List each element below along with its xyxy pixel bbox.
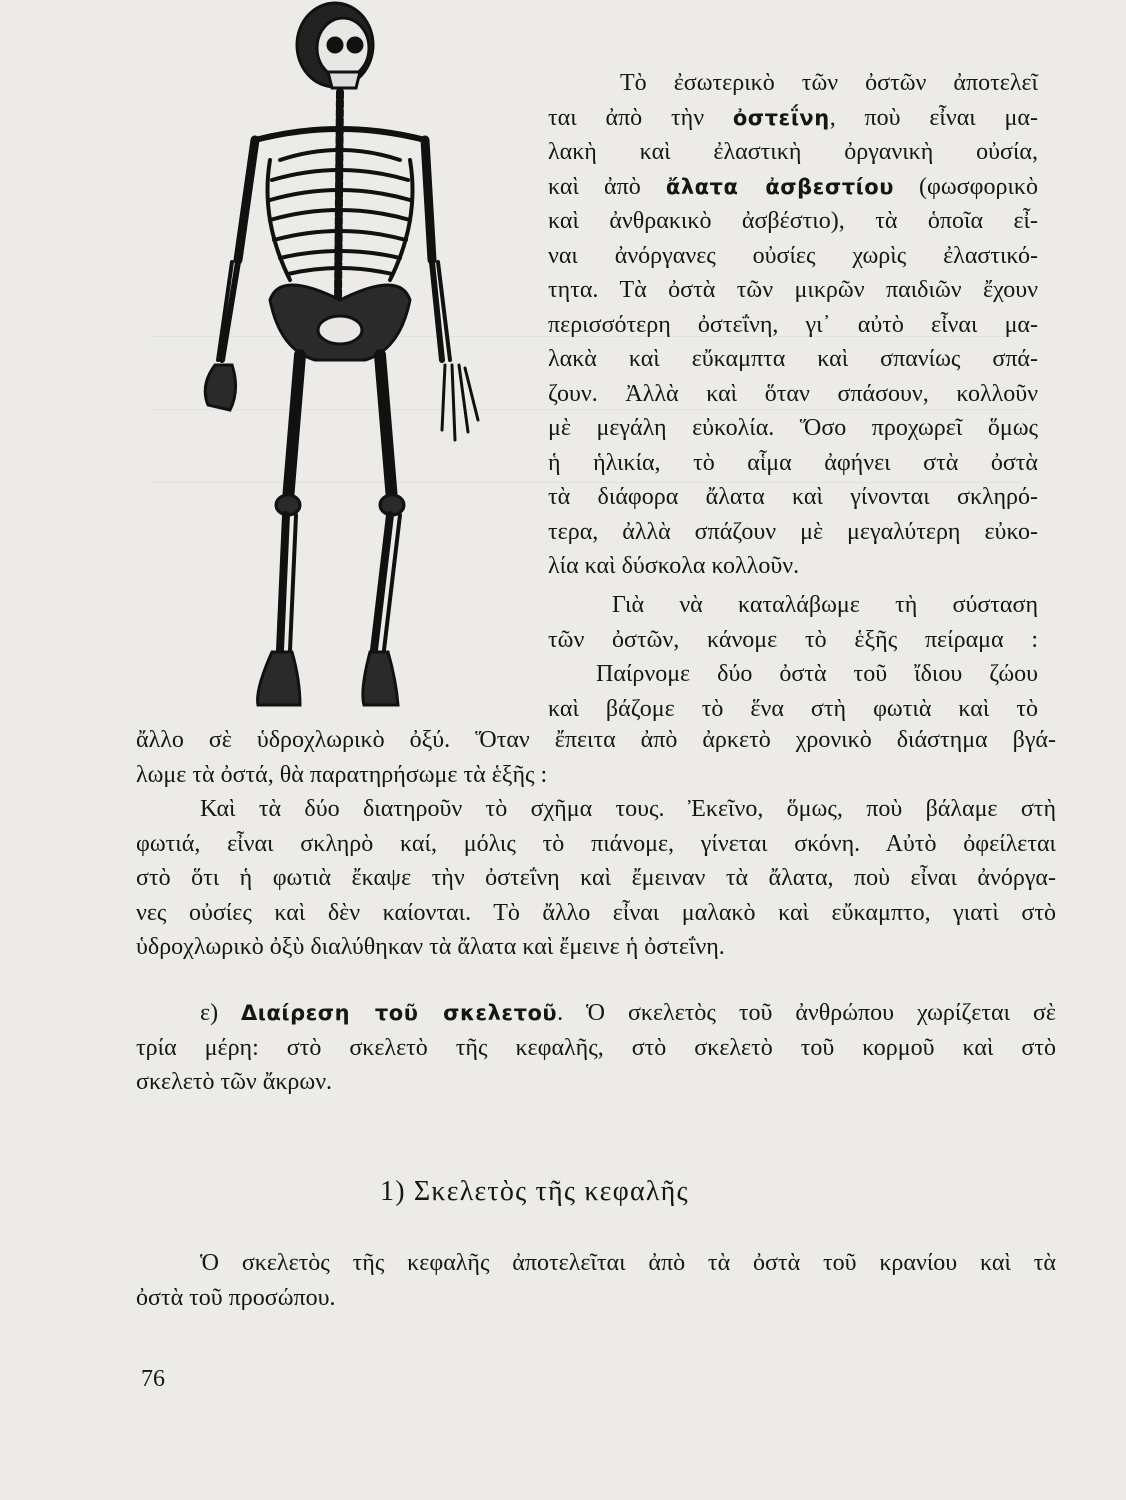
- text-line: Τὸ ἐσωτερικὸ τῶν ὀστῶν ἀποτελεῖ: [620, 70, 1038, 96]
- text-line: λία καὶ δύσκολα κολλοῦν.: [548, 553, 800, 579]
- text-line: τὰ διάφορα ἄλατα καὶ γίνονται σκληρό-: [548, 484, 1038, 510]
- text-line: τρία μέρη: στὸ σκελετὸ τῆς κεφαλῆς, στὸ σκελετὸ τοῦ κορμοῦ καὶ στὸ: [136, 1034, 1056, 1061]
- skeleton-icon: [205, 3, 478, 705]
- text-line: περισσότερη ὀστεΐνη, γι᾽ αὐτὸ εἶναι μα-: [548, 311, 1038, 338]
- skeleton-figure: [160, 0, 500, 720]
- right-column-text: [548, 66, 1038, 584]
- division-title: Διαίρεση τοῦ σκελετοῦ: [241, 1001, 558, 1025]
- text-line: Ὁ σκελετὸς τῆς κεφαλῆς ἀποτελεῖται ἀπὸ τὰ ὀστὰ τοῦ κρανίου καὶ τὰ: [200, 1250, 1056, 1276]
- text-line: τῶν ὀστῶν, κάνομε τὸ ἑξῆς πείραμα :: [548, 626, 1038, 653]
- division-paragraph: [136, 996, 1056, 1100]
- text-line: Γιὰ νὰ καταλάβωμε τὴ σύσταση: [612, 592, 1038, 618]
- text-line: ναι ἀνόργανες οὐσίες χωρὶς ἐλαστικό-: [548, 242, 1038, 269]
- text-line: λακὰ καὶ εὔκαμπτα καὶ σπανίως σπά-: [548, 346, 1038, 372]
- section-heading: 1) Σκελετὸς τῆς κεφαλῆς: [380, 1176, 689, 1207]
- text-line: λωμε τὰ ὀστά, θὰ παρατηρήσωμε τὰ ἑξῆς :: [136, 761, 548, 788]
- text-line: ὀστὰ τοῦ προσώπου.: [136, 1284, 336, 1311]
- bold-term: ἄλατα ἀσβεστίου: [665, 174, 894, 199]
- text-line: ται ἀπὸ τὴν ὀστεΐνη, ποὺ εἶναι μα-: [548, 104, 1038, 131]
- text-line: τερα, ἀλλὰ σπάζουν μὲ μεγαλύτερη εὐκο-: [548, 518, 1038, 545]
- text-line: λακὴ καὶ ἐλαστικὴ ὀργανικὴ οὐσία,: [548, 139, 1038, 165]
- text-line: σκελετὸ τῶν ἄκρων.: [136, 1069, 333, 1095]
- text-line: καὶ ἀπὸ ἄλατα ἀσβεστίου (φωσφορικὸ: [548, 173, 1038, 200]
- division-label: ε): [200, 1000, 219, 1026]
- text-line: ζουν. Ἀλλὰ καὶ ὅταν σπάσουν, κολλοῦν: [548, 380, 1038, 407]
- text-line: [136, 996, 1056, 1031]
- text-line: μὲ μεγάλη εὐκολία. Ὅσο προχωρεῖ ὅμως: [548, 415, 1038, 441]
- text-line: καὶ βάζομε τὸ ἕνα στὴ φωτιὰ καὶ τὸ: [548, 695, 1038, 722]
- text-line: στὸ ὅτι ἡ φωτιὰ ἔκαψε τὴν ὀστεΐνη καὶ ἔμειναν τὰ ἄλατα, ποὺ εἶναι ἀνόργα-: [136, 865, 1056, 891]
- page-number: 76: [141, 1366, 165, 1392]
- text-line: τητα. Τὰ ὀστὰ τῶν μικρῶν παιδιῶν ἔχουν: [548, 277, 1038, 303]
- result-paragraph: [136, 792, 1056, 965]
- text-line: ἡ ἡλικία, τὸ αἷμα ἀφήνει στὰ ὀστὰ: [548, 449, 1038, 476]
- bold-term: ὀστεΐνη: [732, 105, 830, 130]
- division-rest: . Ὁ σκελετὸς τοῦ ἀνθρώπου χωρίζεται σὲ: [557, 1000, 1056, 1026]
- text-line: ὑδροχλωρικὸ ὀξὺ διαλύθηκαν τὰ ἄλατα καὶ ἔμεινε ἡ ὀστεΐνη.: [136, 934, 725, 960]
- text-line: νες οὐσίες καὶ δὲν καίονται. Τὸ ἄλλο εἶναι μαλακὸ καὶ εὔκαμπτο, γιατὶ στὸ: [136, 899, 1056, 926]
- head-paragraph: [136, 1246, 1056, 1315]
- text-line: Παίρνομε δύο ὀστὰ τοῦ ἴδιου ζώου: [596, 661, 1038, 687]
- text-line: ἄλλο σὲ ὑδροχλωρικὸ ὀξύ. Ὅταν ἔπειτα ἀπὸ ἀρκετὸ χρονικὸ διάστημα βγά-: [136, 727, 1056, 753]
- text-line: καὶ ἀνθρακικὸ ἀσβέστιο), τὰ ὁποῖα εἶ-: [548, 208, 1038, 234]
- continuation-text: [136, 723, 1056, 792]
- text-line: Καὶ τὰ δύο διατηροῦν τὸ σχῆμα τους. Ἐκεῖνο, ὅμως, ποὺ βάλαμε στὴ: [200, 796, 1056, 822]
- text-line: φωτιά, εἶναι σκληρὸ καί, μόλις τὸ πιάνομε, γίνεται σκόνη. Αὐτὸ ὀφείλεται: [136, 830, 1056, 857]
- experiment-text: [548, 588, 1038, 726]
